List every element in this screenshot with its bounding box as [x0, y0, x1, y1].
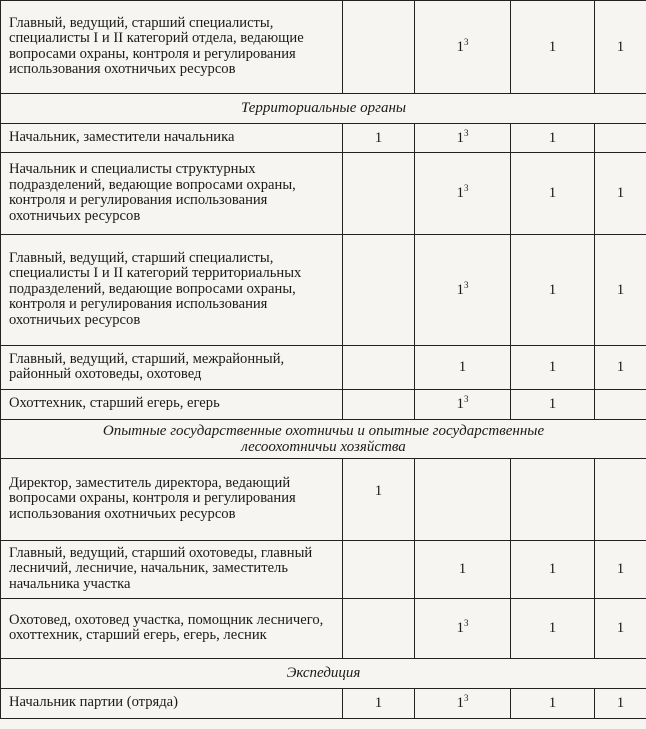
- value-cell-col4: 1: [595, 599, 646, 659]
- value-cell-col2: $1^3$: [415, 153, 511, 235]
- value-cell-col2: 1: [415, 346, 511, 390]
- footnote-mark: 3: [464, 279, 469, 290]
- value-cell-col1: [343, 346, 415, 390]
- position-cell: Главный, ведущий, старший специалисты, специалисты I и II категорий отдела, ведающие вопросами охраны, контроля и регулирования использования охотничьих ресурсов: [1, 1, 343, 94]
- value-cell-col3: 1: [511, 599, 595, 659]
- footnote-mark: 3: [464, 693, 469, 703]
- value-cell-col2: 1: [415, 541, 511, 599]
- footnote-mark: 3: [464, 183, 469, 193]
- value-cell-col2: $1^3$: [415, 124, 511, 153]
- value-cell-col4: 1: [595, 235, 646, 346]
- value-cell-col1: [343, 235, 415, 346]
- value-cell-col3: 1: [511, 153, 595, 235]
- value-cell-col1: 1: [343, 689, 415, 719]
- table-row: [1, 599, 646, 659]
- value-cell-col3: 1: [511, 1, 595, 94]
- position-cell: Начальник, заместители начальника: [1, 124, 343, 153]
- value-cell-col4: 1: [595, 346, 646, 390]
- value-cell-col3: 1: [511, 541, 595, 599]
- value-cell-col4: [595, 124, 646, 153]
- position-cell: Директор, заместитель директора, ведающий вопросами охраны, контроля и регулирования использования охотничьих ресурсов: [1, 459, 343, 541]
- table-row: [1, 124, 646, 153]
- value-cell-col3: 1: [511, 689, 595, 719]
- footnote-mark: 3: [464, 127, 469, 138]
- table-row: [1, 390, 646, 420]
- table-row: [1, 1, 646, 94]
- value-cell-col1: 1: [343, 459, 415, 541]
- value-cell-col4: [595, 390, 646, 420]
- value-cell-col1: [343, 153, 415, 235]
- value-cell-col2: $1^3$: [415, 390, 511, 420]
- table-row: [1, 346, 646, 390]
- position-cell: Начальник партии (отряда): [1, 689, 343, 719]
- value-cell-col2: $1^3$: [415, 689, 511, 719]
- value-cell-col2: [415, 459, 511, 541]
- value-cell-col4: 1: [595, 153, 646, 235]
- table-row: [1, 153, 646, 235]
- value-cell-col3: 1: [511, 390, 595, 420]
- value-cell-col3: 1: [511, 346, 595, 390]
- footnote-mark: 3: [464, 394, 469, 404]
- table-row: [1, 689, 646, 719]
- section-heading: Территориальные органы: [1, 94, 646, 124]
- position-cell: Начальник и специалисты структурных подразделений, ведающие вопросами охраны, контроля и регулирования использования охотничьих ресурсов: [1, 153, 343, 235]
- footnote-mark: 3: [464, 36, 469, 47]
- table-row: [1, 459, 646, 541]
- value-cell-col2: $1^3$: [415, 599, 511, 659]
- section-row: [1, 420, 646, 459]
- section-heading: Экспедиция: [1, 659, 646, 689]
- section-heading: Опытные государственные охотничьи и опытные государственные лесоохотничьи хозяйства: [1, 420, 646, 459]
- value-cell-col2: $1^3$: [415, 235, 511, 346]
- value-cell-col4: 1: [595, 541, 646, 599]
- value-cell-col4: 1: [595, 1, 646, 94]
- position-cell: Главный, ведущий, старший, межрайонный, районный охотоведы, охотовед: [1, 346, 343, 390]
- value-cell-col3: 1: [511, 235, 595, 346]
- value-cell-col2: $1^3$: [415, 1, 511, 94]
- position-cell: Главный, ведущий, старший охотоведы, главный лесничий, лесничие, начальник, заместитель начальника участка: [1, 541, 343, 599]
- value-cell-col1: [343, 599, 415, 659]
- value-cell-col1: 1: [343, 124, 415, 153]
- section-row: [1, 659, 646, 689]
- position-cell: Охоттехник, старший егерь, егерь: [1, 390, 343, 420]
- table-row: [1, 235, 646, 346]
- value-cell-col1: [343, 541, 415, 599]
- position-cell: Главный, ведущий, старший специалисты, специалисты I и II категорий территориальных подразделений, ведающие вопросами охраны, контроля и регулирования использования охотничьих ресурсов: [1, 235, 343, 346]
- footnote-mark: 3: [464, 618, 469, 628]
- value-cell-col4: 1: [595, 689, 646, 719]
- section-row: [1, 94, 646, 124]
- value-cell-col1: [343, 390, 415, 420]
- value-cell-col3: [511, 459, 595, 541]
- value-cell-col3: 1: [511, 124, 595, 153]
- table-row: [1, 541, 646, 599]
- position-cell: Охотовед, охотовед участка, помощник лесничего, охоттехник, старший егерь, егерь, лесник: [1, 599, 343, 659]
- value-cell-col4: [595, 459, 646, 541]
- value-cell-col1: [343, 1, 415, 94]
